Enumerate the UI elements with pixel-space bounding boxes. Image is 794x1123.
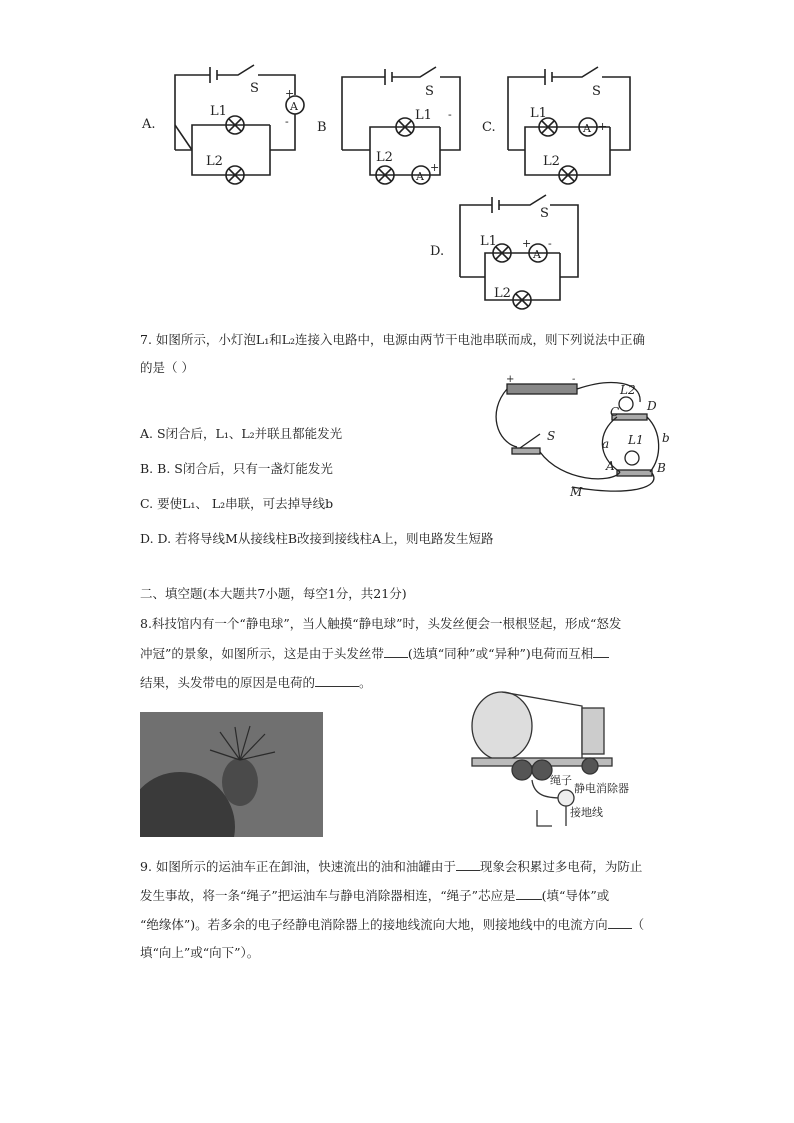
static-ball-illustration	[140, 712, 323, 837]
q8-line1: 8.科技馆内有一个“静电球”，当人触摸“静电球”时，头发丝便会一根根竖起，形成“怒发	[140, 616, 622, 631]
q7-fig-l2: L2	[620, 383, 636, 397]
truck-eliminator-label: 静电消除器	[574, 782, 629, 795]
truck-rope-label: 绳子	[550, 774, 572, 787]
circuit-c-minus: -	[568, 120, 572, 133]
q7-fig-terminal-b: B	[657, 461, 666, 475]
circuit-d-lamp2-label: L2	[494, 286, 511, 301]
q7-option-d: D. D. 若将导线M从接线柱B改接到接线柱A上，则电路发生短路	[140, 531, 494, 546]
q9-line2-part2: (填“导体”或	[541, 888, 610, 903]
q8-blank-1[interactable]	[384, 645, 408, 658]
q7-option-c: C. 要使L₁、 L₂串联，可去掉导线b	[140, 496, 334, 511]
q9-line2	[140, 887, 609, 904]
q8-line3-part1: 结果，头发带电的原因是电荷的	[140, 675, 316, 690]
q7-option-a: A. S闭合后，L₁、L₂并联且都能发光	[140, 426, 343, 441]
circuit-c-label: C.	[482, 120, 496, 135]
q9-line3-part2: （	[631, 917, 645, 932]
q9-line3-part1: “绝缘体”)。若多余的电子经静电消除器上的接地线流向大地，则接地线中的电流方向	[140, 917, 608, 932]
q7-stem-line2: 的是（ ）	[140, 360, 194, 375]
circuit-a-lamp2-label: L2	[206, 154, 223, 169]
circuit-b-lamp1-label: L1	[415, 108, 432, 123]
circuit-a-minus: -	[285, 115, 289, 128]
q9-line1-part1: 9. 如图所示的运油车正在卸油，快速流出的油和油罐由于	[140, 859, 456, 874]
q7-circuit-figure	[492, 372, 682, 502]
q9-blank-1[interactable]	[456, 858, 480, 871]
q8-blank-2[interactable]	[593, 645, 609, 658]
q8-line2-part2: (选填“同种”或“异种”)电荷而互相	[407, 646, 594, 661]
q7-fig-b-wire: b	[662, 431, 670, 445]
q7-fig-m-wire: M	[570, 485, 583, 499]
circuit-b-ammeter-label: A	[416, 170, 424, 183]
circuit-a-ammeter-label: A	[290, 100, 298, 113]
q8-line2-part1: 冲冠”的景象，如图所示，这是由于头发丝带	[140, 646, 384, 661]
q8-line3-part2: 。	[359, 675, 372, 690]
q7-fig-a-wire: a	[602, 437, 610, 451]
static-ball-photo	[140, 712, 323, 837]
q9-blank-3[interactable]	[608, 916, 632, 929]
circuit-d-ammeter-label: A	[533, 248, 541, 261]
q9-line1	[140, 858, 642, 875]
q7-stem-line1: 7. 如图所示，小灯泡L₁和L₂连接入电路中，电源由两节干电池串联而成，则下列说法中正确	[140, 332, 646, 347]
circuit-b	[342, 67, 460, 184]
circuit-a-label: A.	[142, 117, 156, 132]
circuit-d-switch-label: S	[540, 206, 549, 221]
q9-line4: 填“向上”或“向下”）。	[140, 945, 260, 960]
circuit-a-lamp1-label: L1	[210, 104, 227, 119]
section2-title: 二、填空题(本大题共7小题，每空1分，共21分)	[140, 586, 407, 601]
circuit-d	[460, 195, 578, 309]
circuit-b-label: B	[317, 120, 327, 135]
circuit-a-plus: +	[285, 87, 295, 100]
q7-fig-switch: S	[547, 429, 556, 443]
q9-line1-part2: 现象会积累过多电荷，为防止	[479, 859, 643, 874]
q7-fig-minus: -	[572, 374, 576, 385]
circuit-b-plus: +	[430, 161, 440, 174]
q8-blank-3[interactable]	[315, 674, 359, 687]
circuit-d-plus: +	[522, 237, 532, 250]
circuit-b-lamp2-label: L2	[376, 150, 393, 165]
circuit-c-switch-label: S	[592, 84, 601, 99]
q7-option-b: B. B. S闭合后，只有一盏灯能发光	[140, 461, 333, 476]
circuit-b-minus: -	[448, 108, 452, 121]
q8-line3	[140, 674, 372, 691]
oil-truck-figure	[462, 686, 640, 836]
q9-line3	[140, 916, 644, 933]
q9-blank-2[interactable]	[516, 887, 542, 900]
circuit-b-switch-label: S	[425, 84, 434, 99]
q9-line2-part1: 发生事故，将一条“绳子”把运油车与静电消除器相连，“绳子”芯应是	[140, 888, 516, 903]
circuit-a-switch-label: S	[250, 81, 259, 96]
circuit-c-lamp2-label: L2	[543, 154, 560, 169]
q7-fig-c: C	[610, 405, 620, 419]
q7-fig-d: D	[647, 399, 657, 413]
q7-fig-l1: L1	[628, 433, 644, 447]
circuit-d-minus: -	[548, 237, 552, 250]
circuit-d-lamp1-label: L1	[480, 234, 497, 249]
circuit-c-lamp1-label: L1	[530, 106, 547, 121]
circuit-c-ammeter-label: A	[583, 122, 591, 135]
q7-fig-terminal-a: A	[606, 459, 615, 473]
truck-ground-label: 接地线	[570, 806, 603, 819]
circuit-diagrams	[130, 55, 650, 315]
circuit-d-label: D.	[430, 244, 445, 259]
q8-line2	[140, 645, 609, 662]
circuit-c-plus: +	[598, 120, 608, 133]
q7-fig-plus: +	[506, 374, 515, 385]
